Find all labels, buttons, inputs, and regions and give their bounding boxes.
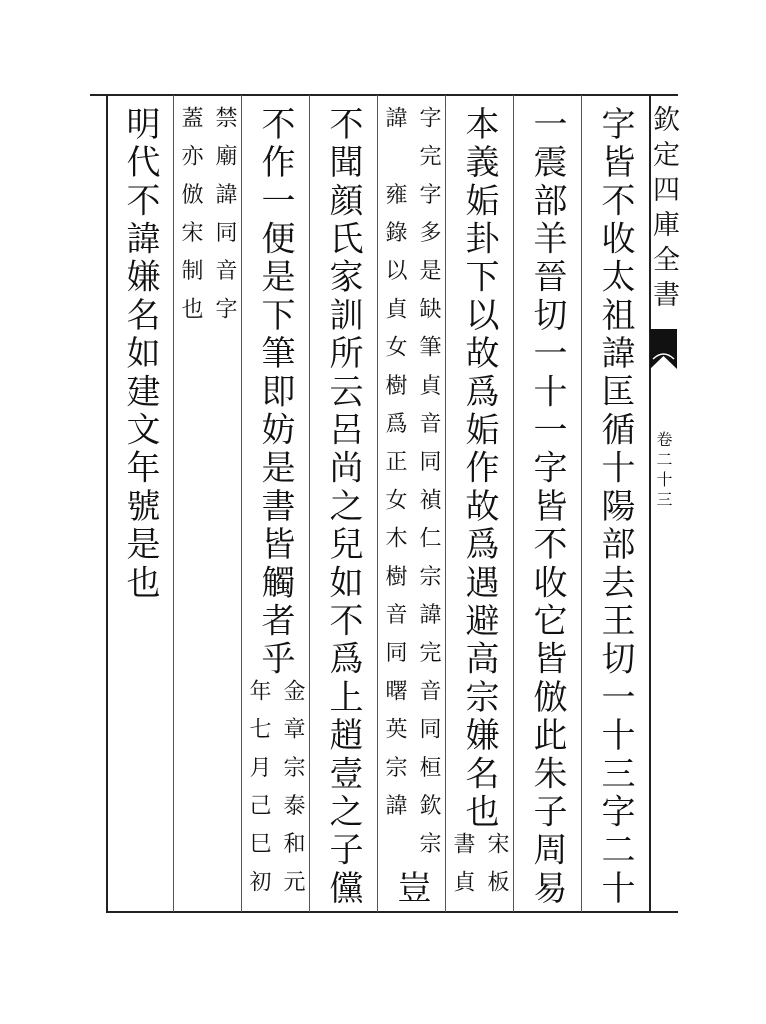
- main-text: 不聞顔氏家訓所云呂尚之兒如不爲上趙壹之子儻: [323, 106, 363, 909]
- note-right-line: 宋板: [484, 831, 509, 909]
- note-left-line: 年七月己巳初: [246, 679, 271, 909]
- fishtail-mark-icon: [650, 329, 677, 369]
- main-text: 字皆不收太祖諱匡循十陽部去王切一十三字二十: [595, 106, 635, 909]
- top-border: [90, 94, 678, 96]
- text-column-4: [377, 106, 445, 910]
- book-title: 欽定四庫全書: [648, 105, 679, 315]
- note-right-line: 金章宗泰和元: [280, 679, 305, 909]
- volume-label: 卷二十三: [654, 431, 673, 511]
- text-column-3: [445, 106, 513, 910]
- text-column-2: [513, 106, 581, 910]
- interlinear-note: [380, 106, 442, 870]
- interlinear-note: [176, 106, 238, 335]
- main-text: 本義姤卦下以故爲姤作故爲遇避高宗嫌名也: [459, 106, 499, 832]
- text-column-8: [107, 106, 173, 910]
- note-right-line: 禁廟諱同音字: [212, 106, 237, 336]
- text-column-7: [173, 106, 241, 910]
- main-text: 豈: [391, 870, 431, 909]
- interlinear-note: [448, 832, 510, 908]
- text-column-6: [241, 106, 309, 910]
- center-fold-strip: [650, 97, 677, 910]
- note-right-line: 字完字多是缺筆貞音同禎仁宗諱完音同桓欽宗: [416, 106, 441, 870]
- text-column-5: [309, 106, 377, 910]
- main-text: 明代不諱嫌名如建文年號是也: [120, 106, 160, 603]
- note-left-line: 諱 雍錄以貞女樹爲正女木樹音同曙英宗諱: [382, 106, 407, 832]
- text-column-1: [581, 106, 649, 910]
- bottom-border: [106, 911, 678, 913]
- main-text: 不作一便是下筆即妨是書皆觸者乎: [255, 106, 295, 679]
- note-left-line: 書貞: [450, 831, 475, 909]
- note-left-line: 蓋亦倣宋制也: [178, 106, 203, 336]
- main-text: 一震部羊晉切一十一字皆不收它皆倣此朱子周易: [527, 106, 567, 909]
- interlinear-note: [244, 679, 306, 908]
